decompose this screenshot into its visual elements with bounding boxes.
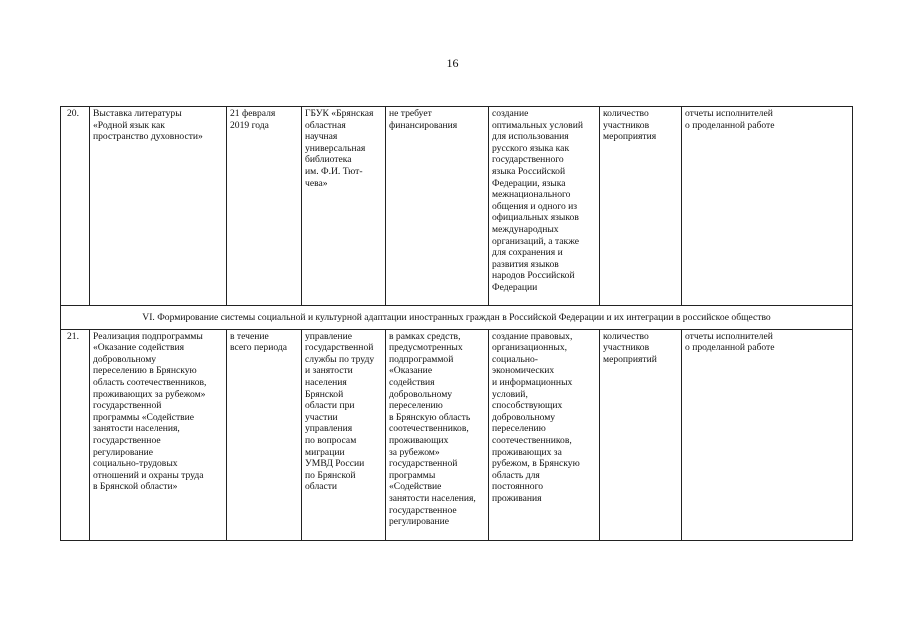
page-number: 16 — [446, 56, 459, 70]
date-cell: в течение всего периода — [227, 329, 302, 540]
indicator-cell: количество участников мероприятий — [600, 329, 682, 540]
table-row — [61, 329, 853, 540]
executor-cell: управление государственной службы по труду и занятости населения Брянской области при участии управления по вопросам миграции УМВД России по Брянской области — [302, 329, 386, 540]
report-form-cell: отчеты исполнителей о проделанной работе — [682, 107, 853, 306]
row-number: 21. — [61, 329, 90, 540]
event-name-cell: Реализация подпрограммы «Оказание содействия добровольному переселению в Брянскую область соотечественников, проживающих за рубежом» государственной программы «Содействие занятости населения, государственное регулирование социально-трудовых отношений и охраны труда в Брянской области» — [90, 329, 227, 540]
indicator-cell: количество участников мероприятия — [600, 107, 682, 306]
expected-result-cell: создание правовых, организационных, социально- экономических и информационных условий, способствующих добровольному переселению соотечественников, проживающих за рубежом, в Брянскую область для постоянного проживания — [489, 329, 600, 540]
section-title: VI. Формирование системы социальной и культурной адаптации иностранных граждан в Российской Федерации и их интеграции в российское общество — [61, 306, 853, 330]
table-row — [61, 107, 853, 306]
row-number: 20. — [61, 107, 90, 306]
executor-cell: ГБУК «Брянская областная научная универсальная библиотека им. Ф.И. Тют- чева» — [302, 107, 386, 306]
funding-cell: в рамках средств, предусмотренных подпрограммой «Оказание содействия добровольному переселению в Брянскую область соотечественников, проживающих за рубежом» государственной программы «Содействие занятости населения, государственное регулирование — [386, 329, 489, 540]
report-form-cell: отчеты исполнителей о проделанной работе — [682, 329, 853, 540]
event-name-cell: Выставка литературы «Родной язык как пространство духовности» — [90, 107, 227, 306]
expected-result-cell: создание оптимальных условий для использования русского языка как государственного языка Российской Федерации, языка межнационального общения и одного из официальных языков международных организаций, а также для сохранения и развития языков народов Российской Федерации — [489, 107, 600, 306]
funding-cell: не требует финансирования — [386, 107, 489, 306]
date-cell: 21 февраля 2019 года — [227, 107, 302, 306]
section-header-row — [61, 306, 853, 330]
plan-table — [60, 106, 853, 541]
